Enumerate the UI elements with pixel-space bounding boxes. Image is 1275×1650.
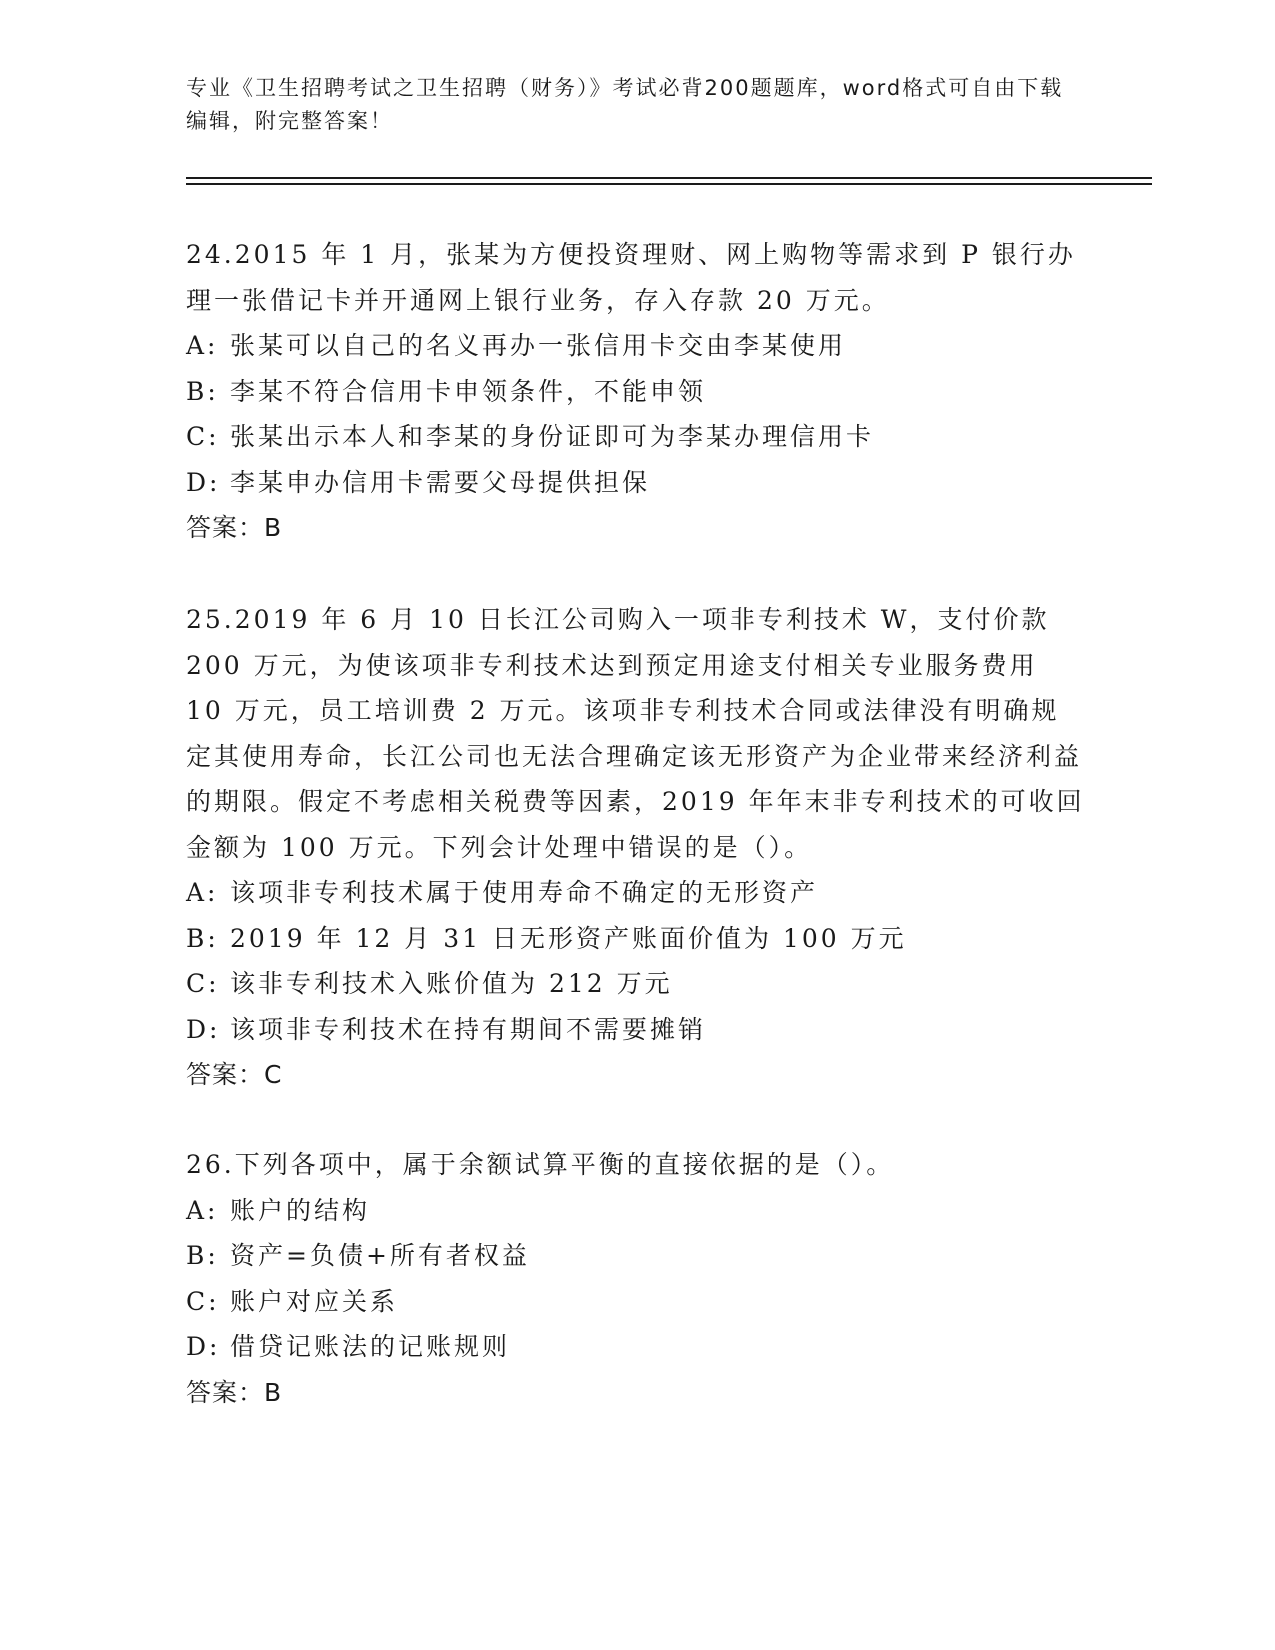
option-text: 账户的结构: [230, 1195, 371, 1225]
option-key: C:: [186, 1286, 220, 1316]
option-text: 张某可以自己的名义再办一张信用卡交由李某使用: [230, 331, 847, 360]
option-key: B:: [186, 923, 219, 953]
option-key: B:: [186, 1241, 219, 1270]
option-text: 李某不符合信用卡申领条件，不能申领: [230, 376, 707, 406]
option-text: 资产=负债+所有者权益: [230, 1241, 530, 1270]
option-b: [186, 1233, 1086, 1279]
answer-line: 答案：B: [186, 513, 283, 542]
header-title: 专业《卫生招聘考试之卫生招聘（财务）》考试必背200题题库，word格式可自由下载编辑，附完整答案！: [186, 76, 1064, 133]
option-b: [186, 916, 1086, 962]
option-a: [186, 870, 1086, 916]
option-key: D:: [186, 1332, 221, 1361]
answer-line: 答案：B: [186, 1377, 283, 1407]
question-24: [186, 232, 1086, 550]
option-d: [186, 1324, 1086, 1370]
option-key: A:: [186, 331, 219, 360]
option-a: [186, 323, 1086, 369]
option-key: C:: [186, 969, 220, 998]
question-stem: 24.2015 年 1 月，张某为方便投资理财、网上购物等需求到 P 银行办理一张借记卡并开通网上银行业务，存入存款 20 万元。: [186, 240, 1076, 315]
option-text: 2019 年 12 月 31 日无形资产账面价值为 100 万元: [230, 923, 907, 953]
option-a: [186, 1188, 1086, 1234]
option-d: [186, 460, 1086, 506]
header-divider-bottom: [186, 183, 1152, 185]
question-stem: 25.2019 年 6 月 10 日长江公司购入一项非专利技术 W，支付价款 200 万元，为使该项非专利技术达到预定用途支付相关专业服务费用 10 万元，员工培训费 2 万元。该项非专利技术合同或法律没有明确规定其使用寿命，长江公司也无法合理确定该无形资产为企业带来经济利益的期限。假定不考虑相关税费等因素，2019 年年末非专利技术的可收回金额为 100 万元。下列会计处理中错误的是（）。: [186, 605, 1085, 862]
option-key: D:: [186, 1014, 221, 1044]
option-c: [186, 961, 1086, 1007]
question-26: [186, 1142, 1086, 1415]
option-key: A:: [186, 878, 219, 907]
option-b: [186, 369, 1086, 415]
header-divider-top: [186, 177, 1152, 179]
option-text: 账户对应关系: [230, 1286, 399, 1316]
option-c: [186, 414, 1086, 460]
option-text: 该项非专利技术属于使用寿命不确定的无形资产: [230, 878, 819, 907]
option-text: 借贷记账法的记账规则: [230, 1332, 511, 1361]
question-25: [186, 597, 1086, 1097]
answer-line: 答案：C: [186, 1060, 283, 1089]
option-key: A:: [186, 1195, 219, 1225]
option-key: D:: [186, 467, 221, 497]
document-header: [186, 72, 1086, 138]
question-stem: 26.下列各项中，属于余额试算平衡的直接依据的是（）。: [186, 1150, 895, 1179]
option-text: 李某申办信用卡需要父母提供担保: [230, 467, 651, 497]
option-text: 该项非专利技术在持有期间不需要摊销: [230, 1014, 707, 1044]
option-text: 该非专利技术入账价值为 212 万元: [230, 969, 673, 998]
option-d: [186, 1007, 1086, 1053]
option-key: C:: [186, 422, 220, 451]
option-c: [186, 1279, 1086, 1325]
option-text: 张某出示本人和李某的身份证即可为李某办理信用卡: [230, 422, 875, 451]
option-key: B:: [186, 376, 219, 406]
